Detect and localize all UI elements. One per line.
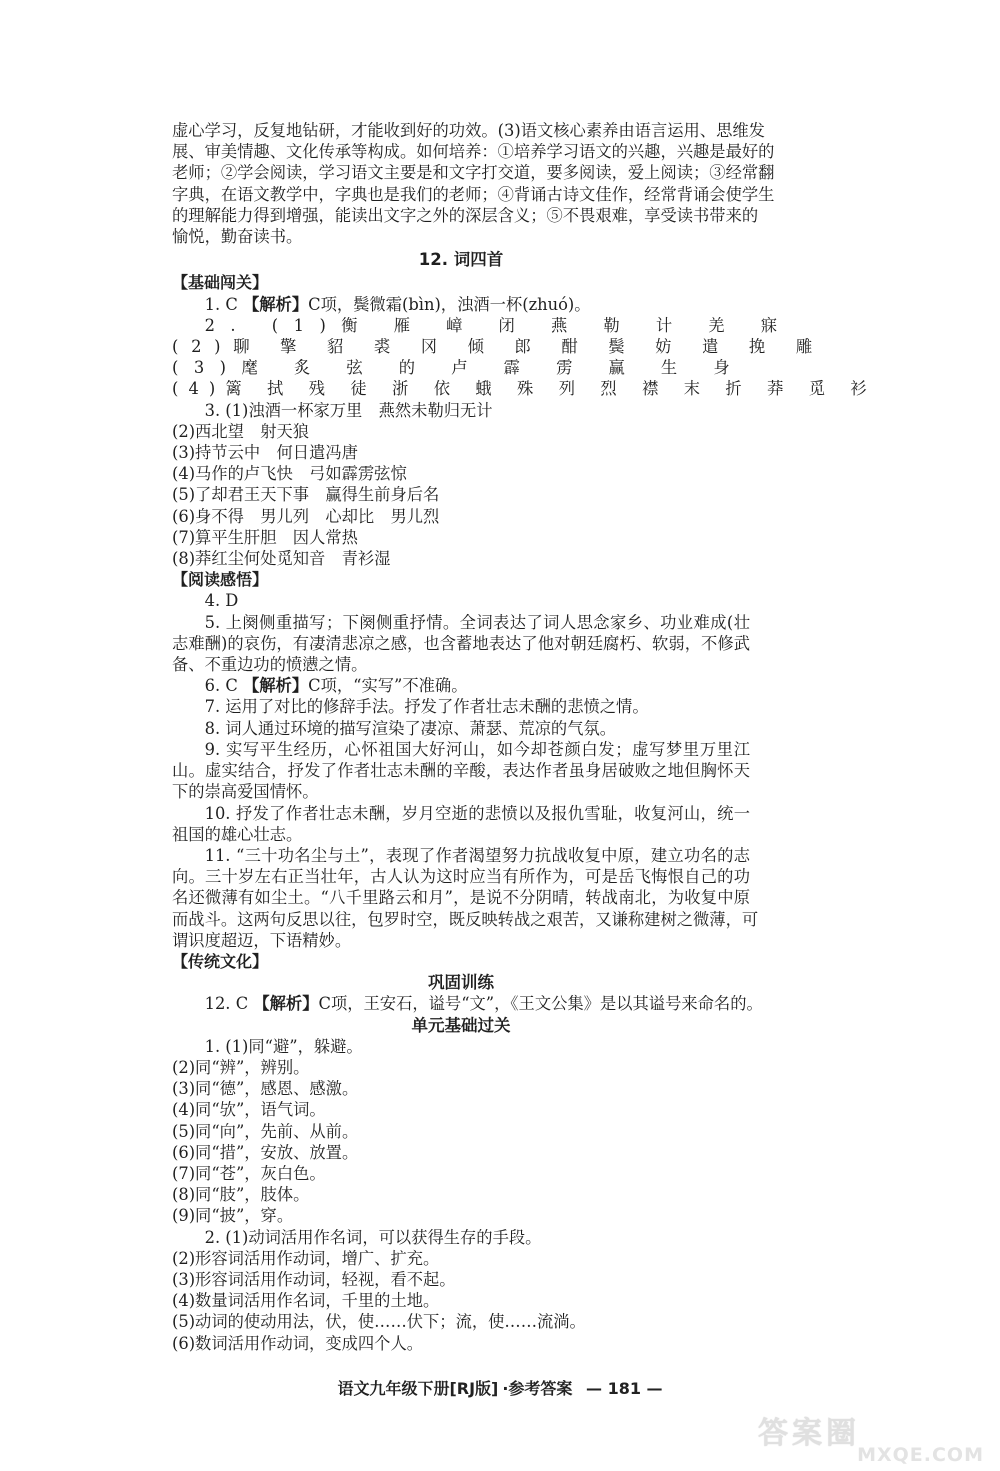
- answer-2-3: (3)麾 炙 弦 的 卢 霹 雳 赢 生 身: [172, 358, 746, 378]
- answer-10-line: 祖国的雄心壮志。: [172, 824, 303, 844]
- analysis-tag: 【解析】: [242, 676, 309, 696]
- answer-5-line: 备、不重边功的愤懑之情。: [172, 655, 368, 675]
- unit-answer-2-line: (4)数量词活用作名词，千里的土地。: [172, 1291, 440, 1311]
- watermark-text-top: 答案圈: [758, 1416, 860, 1451]
- answer-3-5: (5)了却君王天下事 赢得生前身后名: [172, 485, 440, 505]
- analysis-tag: 【解析】: [242, 294, 309, 314]
- answer-9-line: 下的崇高爱国情怀。: [172, 782, 319, 802]
- section-heading-reading: 【阅读感悟】: [172, 570, 269, 590]
- unit-answer-1-line: (4)同“欤”，语气词。: [172, 1100, 326, 1120]
- unit-answer-1-line: (6)同“措”，安放、放置。: [172, 1142, 359, 1162]
- analysis-text: C项，王安石，谥号“文”，《王文公集》是以其谥号来命名的。: [318, 994, 763, 1014]
- answer-11-line: 而战斗。这两句反思以往，包罗时空，既反映转战之艰苦，又谦称建树之微薄，可: [172, 909, 759, 929]
- text-line: 字典，在语文教学中，字典也是我们的老师；④背诵古诗文佳作，经常背诵会使学生: [172, 184, 775, 204]
- answer-3-2: (2)西北望 射天狼: [172, 421, 310, 441]
- unit-answer-1-line: (9)同“披”，穿。: [172, 1206, 294, 1226]
- text-line: 愉悦，勤奋读书。: [172, 227, 303, 247]
- answer-5-line: 5. 上阕侧重描写；下阕侧重抒情。全词表达了词人思念家乡、功业难成(壮: [204, 612, 750, 632]
- page-number: — 181 —: [586, 1379, 663, 1398]
- answer-10-line: 10. 抒发了作者壮志未酬，岁月空逝的悲愤以及报仇雪耻，收复河山，统一: [204, 803, 750, 823]
- analysis-text: C项，“实写”不准确。: [308, 676, 468, 696]
- answer-11-line: 名还微薄有如尘土。“八千里路云和月”，是说不分阴晴，转战南北，为收复中原: [172, 888, 750, 908]
- page-footer: [0, 1376, 1000, 1399]
- unit-answer-1-line: (5)同“向”，先前、从前。: [172, 1121, 359, 1141]
- answer-7: 7. 运用了对比的修辞手法。抒发了作者壮志未酬的悲愤之情。: [204, 697, 649, 717]
- watermark-logo: [758, 1408, 990, 1466]
- unit-answer-2-line: 2. (1)动词活用作名词，可以获得生存的手段。: [204, 1227, 542, 1247]
- answer-choice: C: [235, 994, 249, 1014]
- unit-answer-1-line: (7)同“苍”，灰白色。: [172, 1163, 326, 1183]
- answer-2-1: 2. (1)衡 雁 嶂 闭 燕 勒 计 羌 寐: [204, 315, 793, 335]
- text-line: 虚心学习，反复地钻研，才能收到好的功效。(3)语文核心素养由语言运用、思维发: [172, 121, 765, 140]
- answer-choice: C: [225, 294, 238, 314]
- answer-number: 6.: [204, 676, 221, 696]
- text-line: 的理解能力得到增强，能读出文字之外的深层含义；⑤不畏艰难，享受读书带来的: [172, 205, 759, 225]
- section-heading-basic: 【基础闯关】: [172, 273, 269, 293]
- answer-11-line: 11. “三十功名尘与土”，表现了作者渴望努力抗战收复中原，建立功名的志: [204, 845, 750, 865]
- answer-3-8: (8)莽红尘何处觅知音 青衫湿: [172, 549, 391, 569]
- unit-answer-1-line: (3)同“德”，感恩、感激。: [172, 1079, 359, 1099]
- unit-answer-1-line: (8)同“肢”，肢体。: [172, 1185, 310, 1205]
- answer-4: 4. D: [204, 591, 239, 611]
- subsection-title: 巩固训练: [428, 973, 494, 993]
- unit-title: 单元基础过关: [411, 1015, 511, 1035]
- footer-book-title: 语文九年级下册[RJ版]: [337, 1379, 499, 1398]
- answer-1: [172, 294, 750, 315]
- unit-answer-2-line: (5)动词的使动用法，伏，使……伏下；流，使……流淌。: [172, 1312, 586, 1332]
- watermark-text-bottom: MXQE.COM: [857, 1444, 984, 1466]
- answer-8: 8. 词人通过环境的描写渲染了凄凉、萧瑟、荒凉的气氛。: [204, 718, 617, 738]
- answer-3-4: (4)马作的卢飞快 弓如霹雳弦惊: [172, 464, 407, 484]
- footer-label: 参考答案: [508, 1379, 573, 1398]
- text-line: 展、审美情趣、文化传承等构成。如何培养：①培养学习语文的兴趣，兴趣是最好的: [172, 142, 775, 162]
- answer-3-3: (3)持节云中 何日遣冯唐: [172, 443, 358, 463]
- answer-9-line: 山。虚实结合，抒发了作者壮志未酬的辛酸，表达作者虽身居破败之地但胸怀天: [172, 761, 750, 781]
- answer-9-line: 9. 实写平生经历，心怀祖国大好河山，如今却苍颜白发；虚写梦里万里江: [204, 739, 750, 759]
- unit-answer-1-line: (2)同“辨”，辨别。: [172, 1057, 310, 1077]
- section-heading-culture: 【传统文化】: [172, 951, 269, 971]
- answer-2-2: (2)聊 擎 貂 裘 冈 倾 郎 酣 鬓 妨 遣 挽 雕: [172, 337, 825, 357]
- answer-number: 12.: [204, 994, 231, 1014]
- answer-number: 1.: [204, 294, 221, 314]
- answer-11-line: 谓识度超迈，下语精妙。: [172, 930, 352, 950]
- unit-answer-2-line: (2)形容词活用作动词，增广、扩充。: [172, 1248, 440, 1268]
- answer-3-6: (6)身不得 男儿列 心却比 男儿烈: [172, 506, 440, 526]
- unit-answer-2-line: (6)数词活用作动词，变成四个人。: [172, 1333, 424, 1353]
- answer-5-line: 志难酬)的哀伤，有凄清悲凉之感，也含蓄地表达了他对朝廷腐朽、软弱，不修武: [172, 633, 750, 653]
- analysis-tag: 【解析】: [253, 994, 319, 1014]
- answer-choice: C: [225, 676, 238, 696]
- analysis-text: C项，鬓微霜(bìn)，浊酒一杯(zhuó)。: [308, 294, 591, 314]
- text-line: 老师；②学会阅读，学习语文主要是和文字打交道，要多阅读，爱上阅读；③经常翻: [172, 163, 775, 183]
- unit-answer-2-line: (3)形容词活用作动词，轻视，看不起。: [172, 1269, 456, 1289]
- lesson-title: 12. 词四首: [418, 250, 504, 270]
- intro-paragraph: [172, 120, 775, 247]
- unit-answer-1-line: 1. (1)同“避”，躲避。: [204, 1036, 363, 1056]
- answer-11-line: 向。三十岁左右正当壮年，古人认为这时应当有所作为，可是岳飞悔恨自己的功: [172, 867, 750, 887]
- answer-12: [172, 993, 763, 1014]
- answer-3-7: (7)算平生肝胆 因人常热: [172, 527, 358, 547]
- answer-3-1: 3. (1)浊酒一杯家万里 燕然未勒归无计: [204, 400, 493, 420]
- page-content: [172, 120, 877, 1354]
- answer-2-4: (4)篱 拭 残 徒 浙 依 蛾 殊 列 烈 襟 末 折 莽 觅 衫: [172, 379, 877, 399]
- footer-separator: ·: [502, 1379, 509, 1398]
- answer-6: [172, 675, 750, 696]
